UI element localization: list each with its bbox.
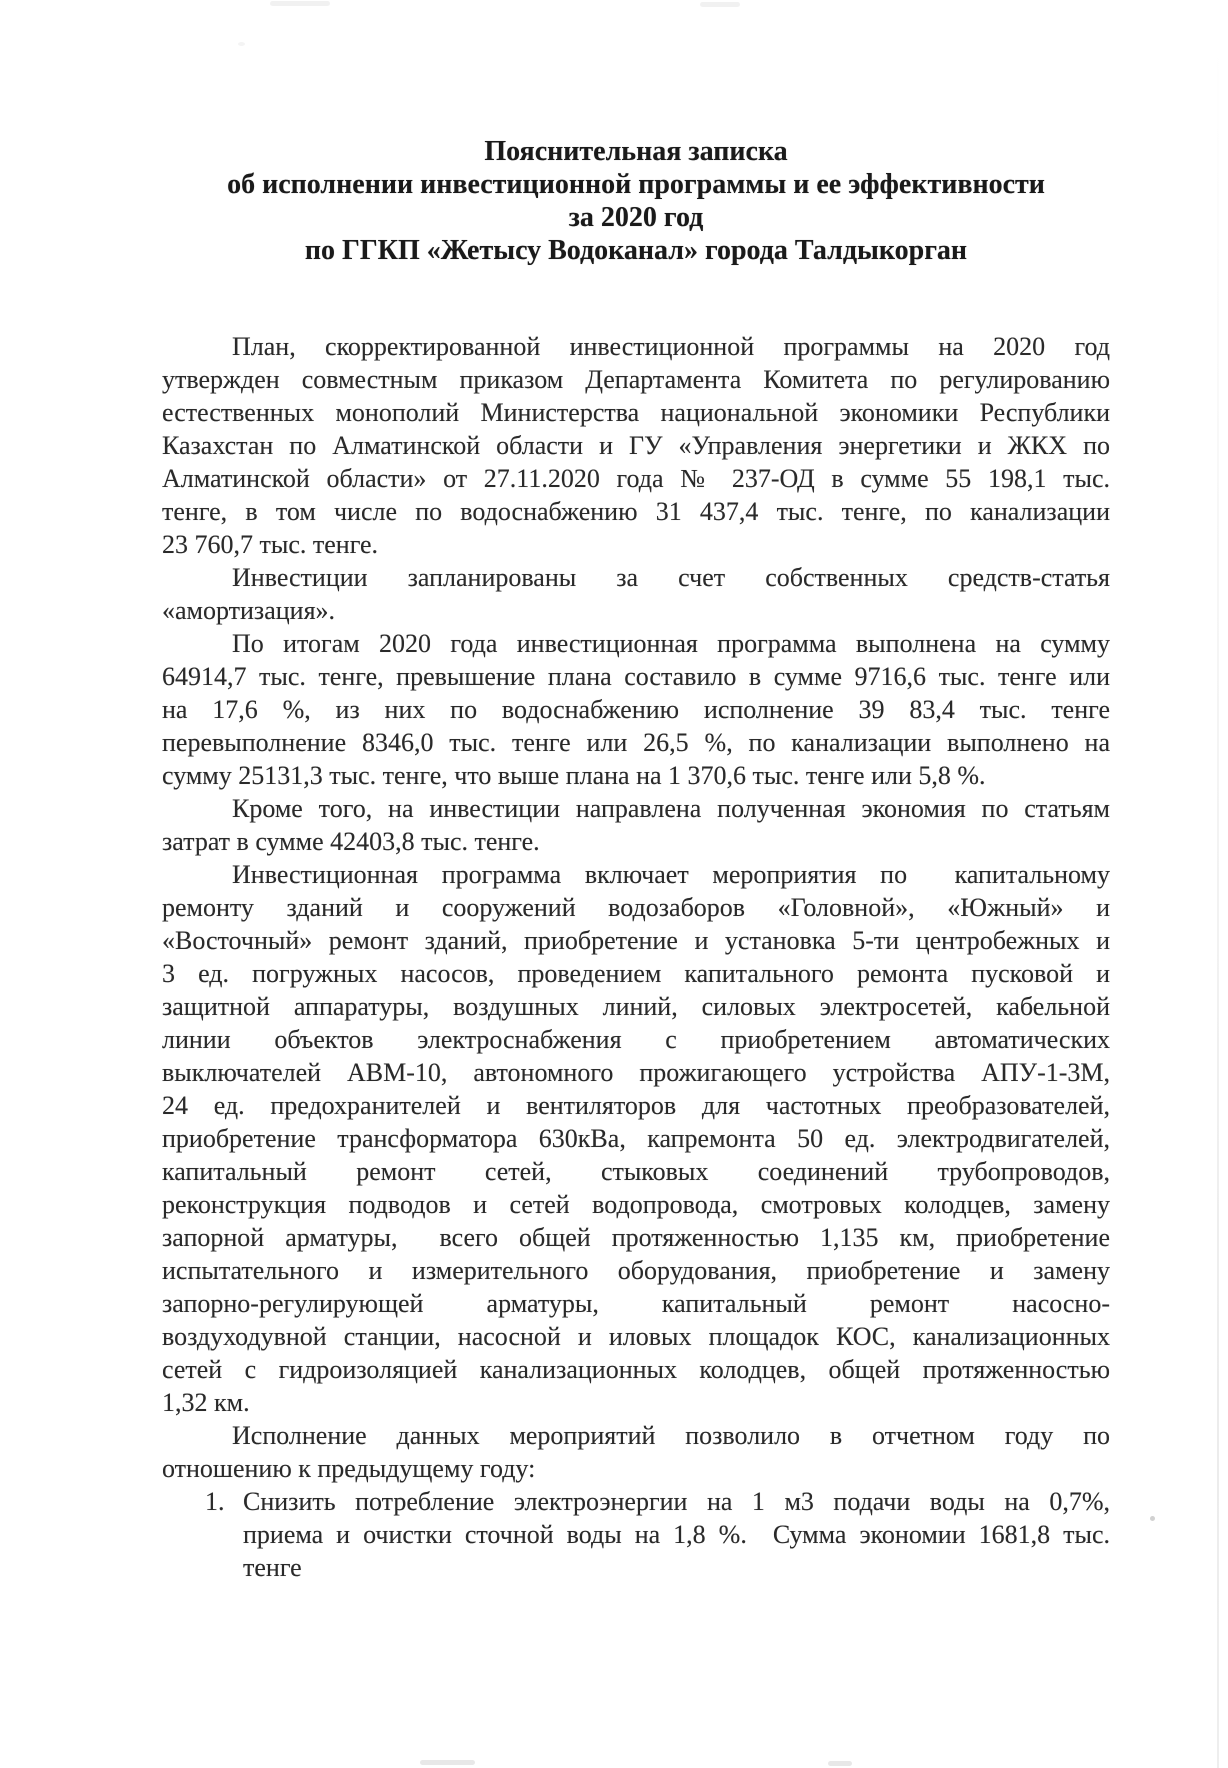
text-line: По итогам 2020 года инвестиционная программа выполнена на сумму bbox=[232, 629, 1110, 658]
text-line: на 17,6 %, из них по водоснабжению исполнение 39 83,4 тыс. тенге bbox=[162, 695, 1110, 724]
text-line: План, скорректированной инвестиционной программы на 2020 год bbox=[232, 332, 1110, 361]
document-body bbox=[162, 330, 1110, 1584]
numbered-list-item bbox=[162, 1485, 1110, 1584]
paragraph bbox=[162, 1419, 1110, 1485]
text-line: Казахстан по Алматинской области и ГУ «Управления энергетики и ЖКХ по bbox=[162, 431, 1110, 460]
text-line: Инвестиционная программа включает мероприятия по капитальному bbox=[232, 860, 1110, 889]
text-line: запорной арматуры, всего общей протяженностью 1,135 км, приобретение bbox=[162, 1223, 1110, 1252]
text-line: 24 ед. предохранителей и вентиляторов для частотных преобразователей, bbox=[162, 1091, 1110, 1120]
paragraph bbox=[162, 627, 1110, 792]
text-line: перевыполнение 8346,0 тыс. тенге или 26,5 %, по канализации выполнено на bbox=[162, 728, 1110, 757]
text-line: «амортизация». bbox=[162, 596, 336, 625]
text-line bbox=[162, 1485, 1110, 1518]
scan-smudge-artifact bbox=[270, 1, 330, 6]
text-line: «Восточный» ремонт зданий, приобретение и установка 5-ти центробежных и bbox=[162, 926, 1110, 955]
text-line: Алматинской области» от 27.11.2020 года № 237-ОД в сумме 55 198,1 тыс. bbox=[162, 464, 1110, 493]
text-line: тенге, в том числе по водоснабжению 31 437,4 тыс. тенге, по канализации bbox=[162, 497, 1110, 526]
text-line: сетей с гидроизоляцией канализационных колодцев, общей протяженностью bbox=[162, 1355, 1110, 1384]
text-line: приема и очистки сточной воды на 1,8 %. Сумма экономии 1681,8 тыс. bbox=[243, 1520, 1110, 1549]
text-line: сумму 25131,3 тыс. тенге, что выше плана на 1 370,6 тыс. тенге или 5,8 %. bbox=[162, 761, 986, 790]
text-line: запорно-регулирующей арматуры, капитальный ремонт насосно- bbox=[162, 1289, 1110, 1318]
text-line: отношению к предыдущему году: bbox=[162, 1454, 536, 1483]
scan-smudge-artifact bbox=[828, 1761, 852, 1766]
text-line: реконструкция подводов и сетей водопровода, смотровых колодцев, замену bbox=[162, 1190, 1110, 1219]
document-title bbox=[162, 135, 1110, 267]
text-line: 1,32 км. bbox=[162, 1388, 250, 1417]
title-line: об исполнении инвестиционной программы и ее эффективности bbox=[227, 169, 1045, 200]
title-line: Пояснительная записка bbox=[484, 136, 788, 167]
text-line: выключателей АВМ-10, автономного прожигающего устройства АПУ-1-3М, bbox=[162, 1058, 1110, 1087]
text-line: утвержден совместным приказом Департамента Комитета по регулированию bbox=[162, 365, 1110, 394]
scan-speck-artifact bbox=[1150, 1516, 1155, 1521]
paragraph bbox=[162, 858, 1110, 1419]
scan-edge-line-artifact bbox=[1217, 40, 1219, 1768]
text-line: Исполнение данных мероприятий позволило в отчетном году по bbox=[232, 1421, 1110, 1450]
text-line: приобретение трансформатора 630кВа, капремонта 50 ед. электродвигателей, bbox=[162, 1124, 1110, 1153]
text-line: 64914,7 тыс. тенге, превышение плана составило в сумме 9716,6 тыс. тенге или bbox=[162, 662, 1110, 691]
scan-speck-artifact bbox=[238, 42, 245, 46]
text-line: естественных монополий Министерства национальной экономики Республики bbox=[162, 398, 1110, 427]
document-text-block bbox=[162, 135, 1110, 1584]
text-line: воздуходувной станции, насосной и иловых площадок КОС, канализационных bbox=[162, 1322, 1110, 1351]
list-item-text: Снизить потребление электроэнергии на 1 м3 подачи воды на 0,7%, bbox=[243, 1487, 1110, 1516]
text-line: защитной аппаратуры, воздушных линий, силовых электросетей, кабельной bbox=[162, 992, 1110, 1021]
scan-smudge-artifact bbox=[700, 2, 740, 7]
text-line: тенге bbox=[243, 1553, 302, 1582]
list-item-marker: 1. bbox=[205, 1487, 225, 1516]
text-line: ремонту зданий и сооружений водозаборов «Головной», «Южный» и bbox=[162, 893, 1110, 922]
text-line: испытательного и измерительного оборудования, приобретение и замену bbox=[162, 1256, 1110, 1285]
title-line: по ГГКП «Жетысу Водоканал» города Талдыкорган bbox=[304, 235, 968, 266]
text-line: 3 ед. погружных насосов, проведением капитального ремонта пусковой и bbox=[162, 959, 1110, 988]
paragraph bbox=[162, 561, 1110, 627]
text-line: затрат в сумме 42403,8 тыс. тенге. bbox=[162, 827, 540, 856]
text-line: капитальный ремонт сетей, стыковых соединений трубопроводов, bbox=[162, 1157, 1110, 1186]
text-line: 23 760,7 тыс. тенге. bbox=[162, 530, 379, 559]
text-line: Инвестиции запланированы за счет собственных средств-статья bbox=[232, 563, 1110, 592]
scan-smudge-artifact bbox=[420, 1760, 475, 1765]
paragraph bbox=[162, 330, 1110, 561]
text-line: линии объектов электроснабжения с приобретением автоматических bbox=[162, 1025, 1110, 1054]
title-line: за 2020 год bbox=[568, 202, 704, 233]
text-line: Кроме того, на инвестиции направлена полученная экономия по статьям bbox=[232, 794, 1110, 823]
paragraph bbox=[162, 792, 1110, 858]
